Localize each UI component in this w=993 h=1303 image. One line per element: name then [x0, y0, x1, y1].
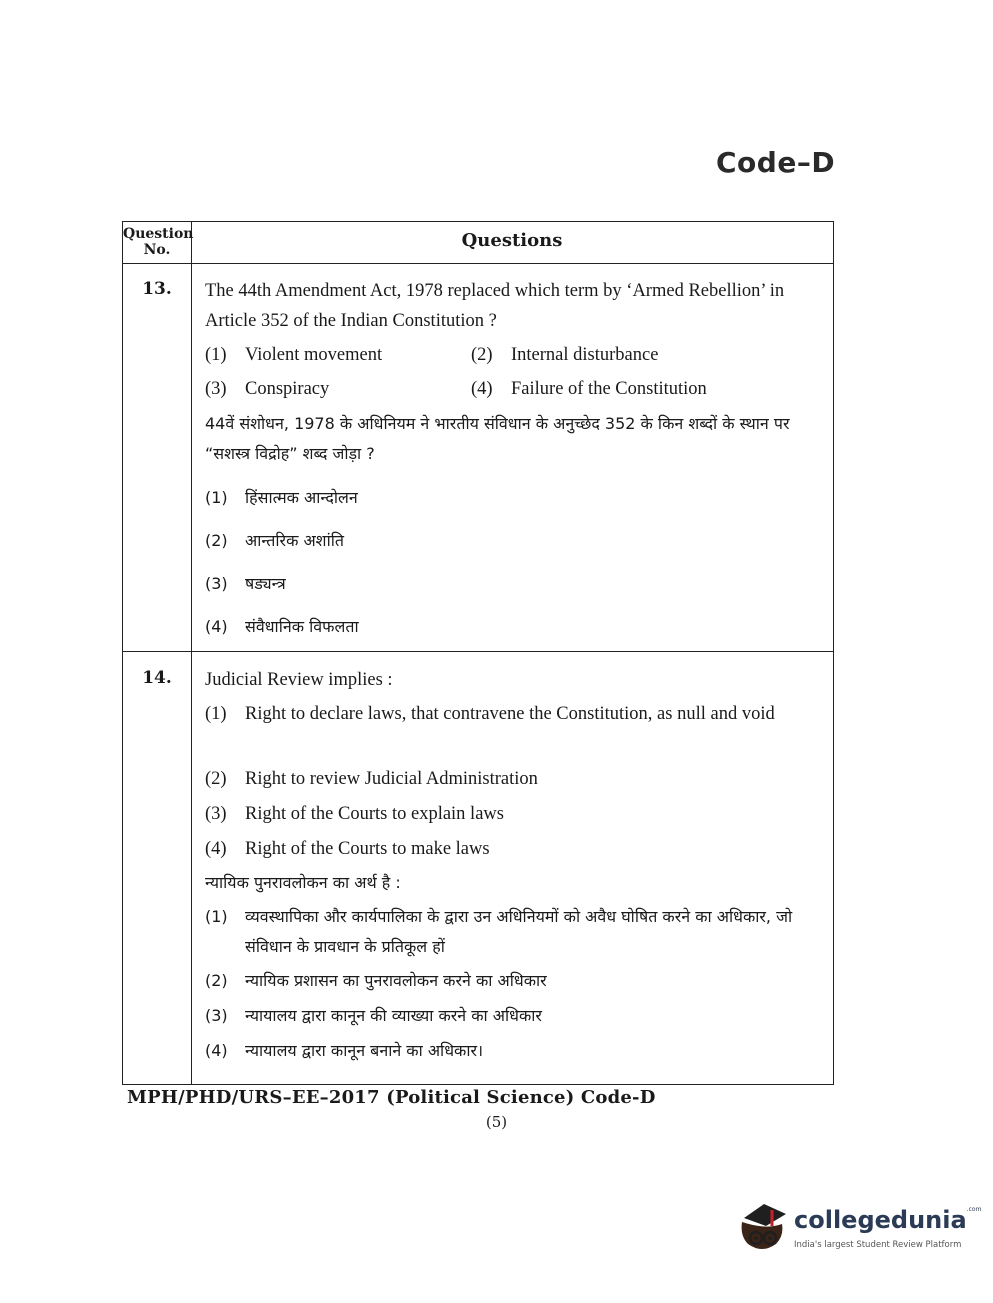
option-text: हिंसात्मक आन्दोलन [245, 488, 358, 507]
question-14-text-en: Judicial Review implies : [205, 670, 393, 690]
mascot-logo-icon [736, 1196, 792, 1258]
option-text: Violent movement [245, 345, 383, 365]
option-number: (2) [471, 345, 493, 365]
q13-option-en-1 [205, 340, 382, 370]
option-text: व्यवस्थापिका और कार्यपालिका के द्वारा उन अधिनियमों को अवैध घोषित करने का अधिकार, जो संविधान के प्रावधान के प्रतिकूल हों [245, 907, 793, 956]
q14-option-hi-3 [205, 1001, 542, 1031]
option-number: (3) [205, 1006, 228, 1025]
option-number: (4) [205, 1041, 228, 1060]
page-number: (5) [485, 1113, 508, 1131]
option-text: न्यायालय द्वारा कानून की व्याख्या करने का अधिकार [245, 1006, 542, 1025]
brand-tagline: India's largest Student Review Platform [794, 1240, 962, 1250]
option-text: न्यायिक प्रशासन का पुनरावलोकन करने का अधिकार [245, 971, 547, 990]
option-number: (3) [205, 574, 228, 593]
q13-option-hi-3 [205, 569, 286, 599]
q14-option-hi-4 [205, 1036, 483, 1066]
option-number: (4) [205, 839, 227, 859]
code-header: Code–D [716, 146, 836, 179]
footer-exam-code: MPH/PHD/URS–EE–2017 (Political Science) Code-D [127, 1087, 656, 1108]
option-text: Internal disturbance [511, 345, 659, 365]
option-number: (3) [205, 804, 227, 824]
q14-option-en-2 [205, 764, 538, 794]
q14-option-en-4 [205, 834, 490, 864]
q13-option-en-4 [471, 374, 707, 404]
header-divider [123, 263, 833, 264]
option-number: (1) [205, 704, 227, 724]
option-number: (4) [205, 617, 228, 636]
header-question-no: Question No. [123, 226, 194, 258]
option-text: Right to review Judicial Administration [245, 769, 538, 789]
row-divider [123, 651, 833, 652]
question-14-text-hi: न्यायिक पुनरावलोकन का अर्थ है : [205, 873, 401, 892]
option-text: Right of the Courts to make laws [245, 839, 490, 859]
option-number: (2) [205, 531, 228, 550]
option-text: आन्तरिक अशांति [245, 531, 344, 550]
option-number: (4) [471, 379, 493, 399]
option-text: Conspiracy [245, 379, 330, 399]
option-text: Failure of the Constitution [511, 379, 707, 399]
q13-option-hi-2 [205, 526, 344, 556]
q13-option-hi-4 [205, 612, 359, 642]
q14-option-hi-1 [205, 902, 831, 962]
option-number: (2) [205, 971, 228, 990]
question-number-14: 14. [142, 668, 172, 688]
brand-suffix: .com [966, 1206, 982, 1213]
question-13-text-hi: 44वें संशोधन, 1978 के अधिनियम ने भारतीय संविधान के अनुच्छेद 352 के किन शब्दों के स्थान पर “सशस्त्र विद्रोह” शब्द जोड़ा ? [205, 414, 790, 463]
collegedunia-watermark [736, 1196, 982, 1258]
brand-name [794, 1206, 981, 1234]
q14-option-hi-2 [205, 966, 547, 996]
option-number: (3) [205, 379, 227, 399]
header-questions: Questions [461, 230, 563, 251]
column-divider [191, 222, 192, 1084]
q14-option-en-1 [205, 699, 831, 729]
option-text: Right of the Courts to explain laws [245, 804, 504, 824]
option-text: Right to declare laws, that contravene the Constitution, as null and void [245, 704, 775, 724]
question-13-text-en: The 44th Amendment Act, 1978 replaced which term by ‘Armed Rebellion’ in Article 352 of the Indian Constitution ? [205, 281, 785, 331]
option-number: (1) [205, 488, 228, 507]
option-text: षड्यन्त्र [245, 574, 286, 593]
option-number: (1) [205, 907, 228, 926]
q13-option-hi-1 [205, 483, 358, 513]
q13-option-en-2 [471, 340, 658, 370]
question-number-13: 13. [142, 279, 172, 299]
q14-option-en-3 [205, 799, 504, 829]
option-text: न्यायालय द्वारा कानून बनाने का अधिकार। [245, 1041, 484, 1060]
option-text: संवैधानिक विफलता [245, 617, 359, 636]
option-number: (2) [205, 769, 227, 789]
brand-text: collegedunia [794, 1206, 967, 1234]
option-number: (1) [205, 345, 227, 365]
question-table [122, 221, 834, 1085]
q13-option-en-3 [205, 374, 329, 404]
